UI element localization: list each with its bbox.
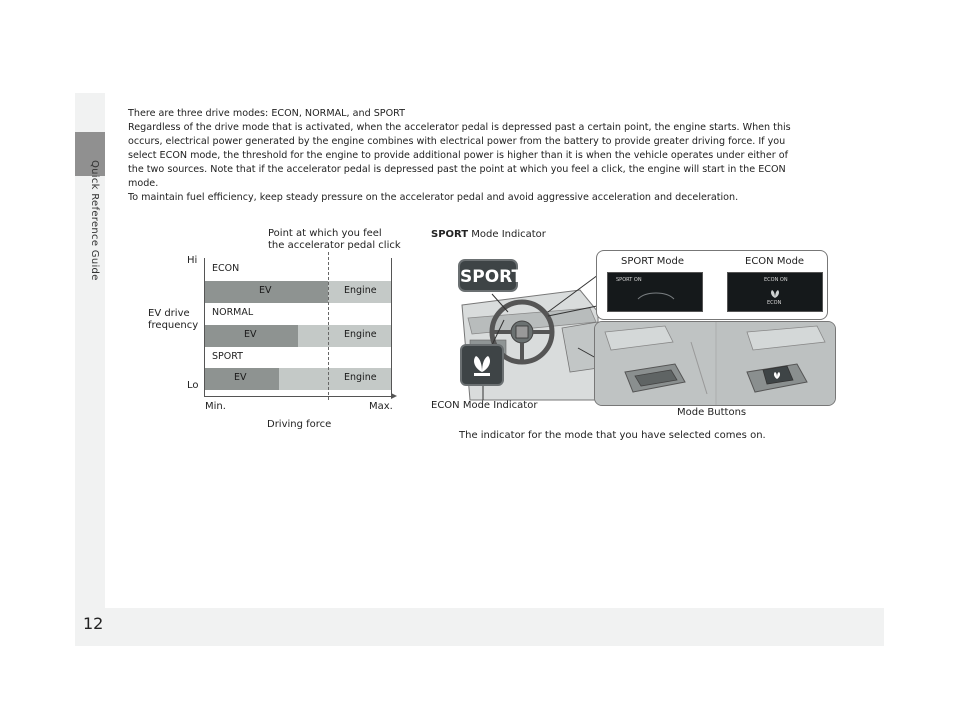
pedal-click-line bbox=[328, 252, 329, 400]
x-axis-line bbox=[204, 396, 394, 397]
intro-line: To maintain fuel efficiency, keep steady pressure on the accelerator pedal and avoid aggressive acceleration and deceleration. bbox=[128, 192, 739, 203]
econ-mode-label: ECON Mode bbox=[745, 256, 805, 267]
mode-label-sport: SPORT bbox=[212, 351, 243, 362]
econ-mode-indicator-icon bbox=[460, 344, 504, 386]
hi-label: Hi bbox=[187, 255, 198, 266]
sport-button-illustration bbox=[595, 322, 715, 406]
mode-label-normal: NORMAL bbox=[212, 307, 254, 318]
mode-bar-normal bbox=[205, 325, 391, 347]
lo-label: Lo bbox=[187, 380, 199, 391]
ev-label-sport: EV bbox=[234, 372, 247, 383]
click-point-label-line1: Point at which you feel bbox=[268, 228, 382, 239]
sport-indicator-label-bold: SPORT bbox=[431, 229, 469, 240]
econ-button-closeup bbox=[717, 322, 836, 406]
mode-bar-econ bbox=[205, 281, 391, 303]
intro-line: There are three drive modes: ECON, NORMAL, and SPORT bbox=[128, 108, 405, 119]
intro-line: select ECON mode, the threshold for the engine to provide additional power is higher than it is when the vehicle operates under either of bbox=[128, 150, 789, 161]
x-axis-label: Driving force bbox=[267, 419, 332, 430]
sport-screen-text: SPORT ON bbox=[616, 277, 642, 283]
sport-button-closeup bbox=[595, 322, 715, 406]
sport-mode-label: SPORT Mode bbox=[621, 256, 685, 267]
intro-line: occurs, electrical power generated by the engine combines with electrical power from the battery to provide greater driving force. If you bbox=[128, 136, 786, 147]
mode-screens-box bbox=[596, 250, 828, 320]
sport-mode-screen bbox=[607, 272, 703, 312]
econ-button-illustration bbox=[717, 322, 836, 406]
engine-label-econ: Engine bbox=[344, 285, 377, 296]
econ-mode-screen bbox=[727, 272, 823, 312]
brand-logo-icon bbox=[516, 326, 528, 338]
x-axis-arrow-icon bbox=[391, 393, 397, 399]
econ-leaf-icon bbox=[462, 346, 502, 384]
econ-indicator-label: ECON Mode Indicator bbox=[431, 400, 538, 411]
intro-paragraph bbox=[128, 107, 828, 205]
sport-mode-indicator-icon: SPORT bbox=[458, 259, 518, 292]
y-axis-label-line1: EV drive bbox=[148, 308, 190, 319]
ev-label-normal: EV bbox=[244, 329, 257, 340]
intro-line: mode. bbox=[128, 178, 159, 189]
y-axis-label-line2: frequency bbox=[148, 320, 199, 331]
click-point-label-line2: the accelerator pedal click bbox=[268, 240, 401, 251]
ev-label-econ: EV bbox=[259, 285, 272, 296]
mode-bar-sport bbox=[205, 368, 391, 390]
mode-buttons-box bbox=[594, 321, 836, 406]
x-max-label: Max. bbox=[369, 401, 393, 412]
engine-label-normal: Engine bbox=[344, 329, 377, 340]
illustration-caption: The indicator for the mode that you have selected comes on. bbox=[459, 430, 766, 441]
mode-label-econ: ECON bbox=[212, 263, 240, 274]
intro-line: the two sources. Note that if the accelerator pedal is depressed past the point at which you feel a click, the engine will start in the ECON bbox=[128, 164, 786, 175]
x-min-label: Min. bbox=[205, 401, 226, 412]
mode-buttons-label: Mode Buttons bbox=[677, 407, 747, 418]
car-silhouette-icon bbox=[608, 273, 702, 311]
page-number: 12 bbox=[83, 614, 104, 633]
sport-indicator-label bbox=[431, 229, 546, 240]
econ-screen-sub: ECON bbox=[767, 300, 782, 306]
engine-label-sport: Engine bbox=[344, 372, 377, 383]
side-label: Quick Reference Guide bbox=[89, 160, 100, 281]
chart-right-border bbox=[391, 258, 392, 396]
intro-line: Regardless of the drive mode that is activated, when the accelerator pedal is depressed past a certain point, the engine starts. When this bbox=[128, 122, 791, 133]
econ-screen-text: ECON ON bbox=[764, 277, 788, 283]
sport-indicator-label-rest: Mode Indicator bbox=[468, 229, 546, 240]
